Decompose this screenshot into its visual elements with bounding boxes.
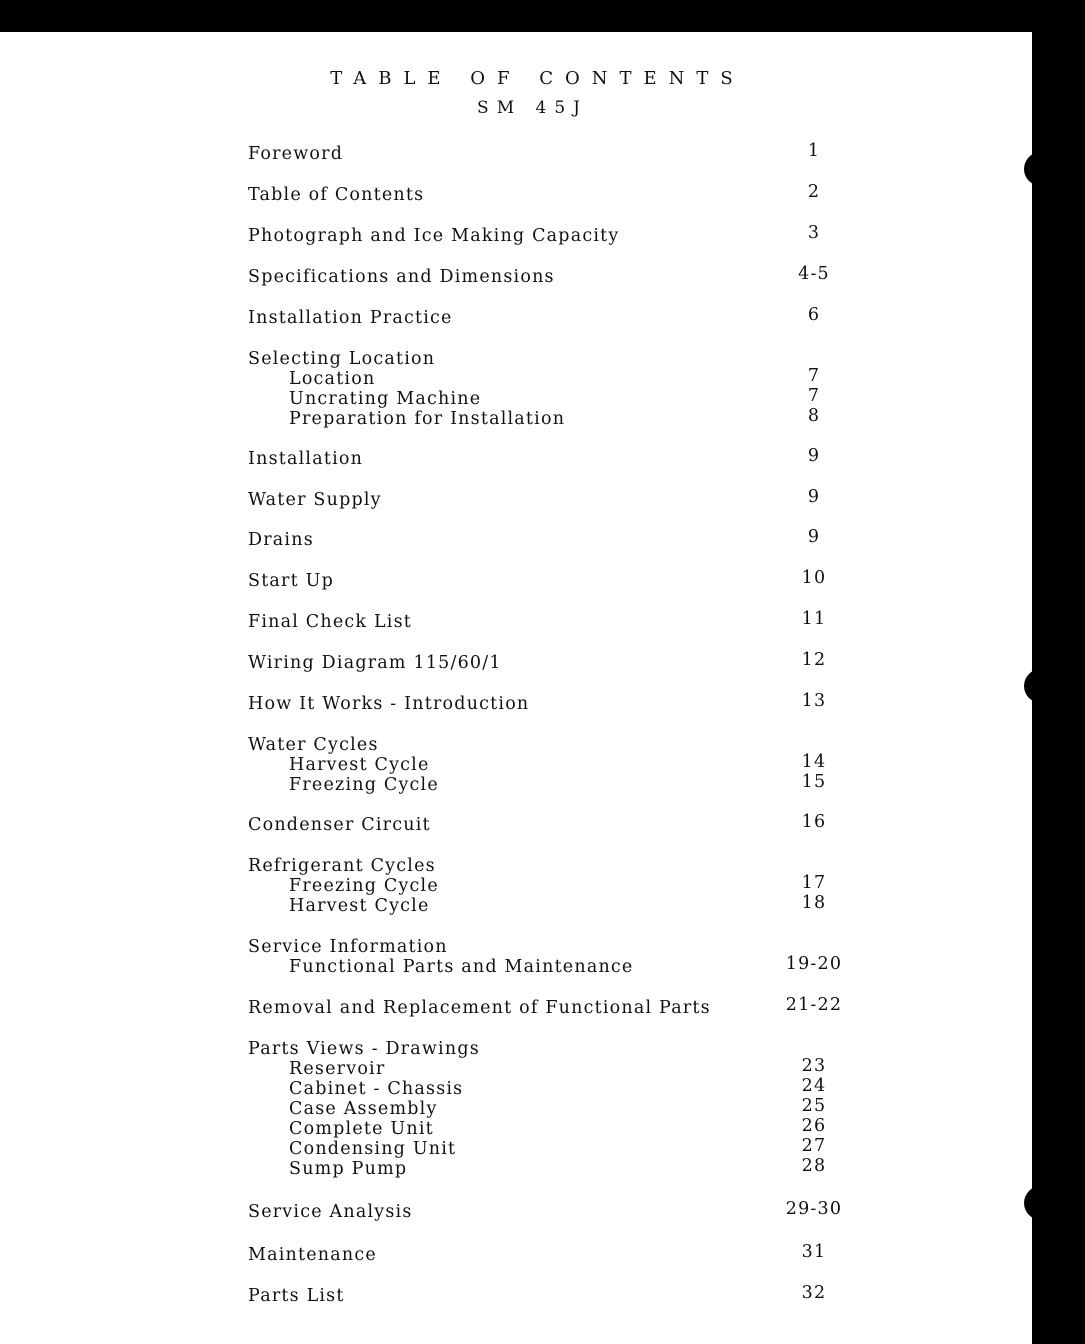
toc-subentry-page: 15	[801, 772, 827, 792]
toc-entry-page: 6	[807, 305, 821, 325]
toc-entry-page: 10	[801, 568, 827, 588]
toc-entry-page: 2	[807, 182, 821, 202]
toc-subentry-title: Cabinet - Chassis	[289, 1079, 464, 1099]
toc-entry-page: 32	[801, 1283, 827, 1303]
document-page	[0, 32, 1032, 1344]
toc-subentry-page: 23	[801, 1056, 827, 1076]
toc-entry-title: Foreword	[248, 144, 344, 164]
toc-entry-title: Drains	[248, 530, 314, 550]
toc-entry-page: 9	[807, 446, 821, 466]
toc-subentry-page: 26	[801, 1116, 827, 1136]
toc-entry-title: Parts Views - Drawings	[248, 1039, 480, 1059]
toc-entry-title: Installation	[248, 449, 364, 469]
toc-entry-title: Table of Contents	[248, 185, 425, 205]
toc-subentry-title: Harvest Cycle	[289, 755, 430, 775]
toc-entry-title: Installation Practice	[248, 308, 453, 328]
toc-subentry-page: 7	[807, 386, 821, 406]
toc-entry-title: Start Up	[248, 571, 334, 591]
toc-entry-title: Specifications and Dimensions	[248, 267, 555, 287]
toc-subentry-title: Sump Pump	[289, 1159, 408, 1179]
toc-subentry-page: 27	[801, 1136, 827, 1156]
punch-hole	[1024, 1186, 1058, 1220]
toc-entry-page: 12	[801, 650, 827, 670]
toc-subentry-page: 25	[801, 1096, 827, 1116]
toc-entry-page: 1	[807, 141, 821, 161]
toc-subentry-title: Complete Unit	[289, 1119, 434, 1139]
toc-entry-page: 9	[807, 527, 821, 547]
toc-entry-page: 16	[801, 812, 827, 832]
toc-subentry-title: Location	[289, 369, 376, 389]
punch-hole	[1024, 669, 1058, 703]
toc-entry-page: 13	[801, 691, 827, 711]
toc-entry-title: Service Analysis	[248, 1202, 413, 1222]
punch-hole	[1024, 152, 1058, 186]
toc-entry-title: How It Works - Introduction	[248, 694, 530, 714]
toc-entry-page: 9	[807, 487, 821, 507]
toc-subentry-page: 17	[801, 873, 827, 893]
toc-subentry-title: Freezing Cycle	[289, 876, 439, 896]
toc-subentry-title: Freezing Cycle	[289, 775, 439, 795]
toc-subentry-page: 14	[801, 752, 827, 772]
toc-subentry-title: Condensing Unit	[289, 1139, 457, 1159]
toc-entry-title: Water Cycles	[248, 735, 379, 755]
page-title: TABLE OF CONTENTS	[330, 68, 745, 89]
toc-entry-title: Condenser Circuit	[248, 815, 431, 835]
toc-subentry-title: Harvest Cycle	[289, 896, 430, 916]
toc-subentry-title: Functional Parts and Maintenance	[289, 957, 634, 977]
toc-entry-title: Water Supply	[248, 490, 382, 510]
toc-subentry-page: 24	[801, 1076, 827, 1096]
toc-entry-page: 29-30	[785, 1199, 843, 1219]
toc-subentry-title: Uncrating Machine	[289, 389, 482, 409]
toc-entry-title: Selecting Location	[248, 349, 436, 369]
toc-entry-page: 11	[801, 609, 827, 629]
toc-entry-title: Photograph and Ice Making Capacity	[248, 226, 620, 246]
toc-subentry-page: 7	[807, 366, 821, 386]
toc-entry-page: 3	[807, 223, 821, 243]
toc-entry-title: Removal and Replacement of Functional Parts	[248, 998, 711, 1018]
toc-entry-title: Service Information	[248, 937, 448, 957]
toc-entry-title: Final Check List	[248, 612, 413, 632]
toc-entry-page: 31	[801, 1242, 827, 1262]
toc-subentry-title: Reservoir	[289, 1059, 386, 1079]
toc-entry-title: Parts List	[248, 1286, 345, 1306]
toc-entry-title: Maintenance	[248, 1245, 377, 1265]
toc-subentry-page: 18	[801, 893, 827, 913]
toc-subentry-page: 8	[807, 406, 821, 426]
toc-entry-title: Refrigerant Cycles	[248, 856, 436, 876]
toc-subentry-page: 28	[801, 1156, 827, 1176]
toc-entry-title: Wiring Diagram 115/60/1	[248, 653, 502, 673]
toc-subentry-page: 19-20	[785, 954, 843, 974]
toc-subentry-title: Case Assembly	[289, 1099, 438, 1119]
toc-subentry-title: Preparation for Installation	[289, 409, 566, 429]
model-number: SM 45J	[477, 98, 588, 118]
toc-entry-page: 4-5	[798, 264, 830, 284]
toc-entry-page: 21-22	[785, 995, 843, 1015]
